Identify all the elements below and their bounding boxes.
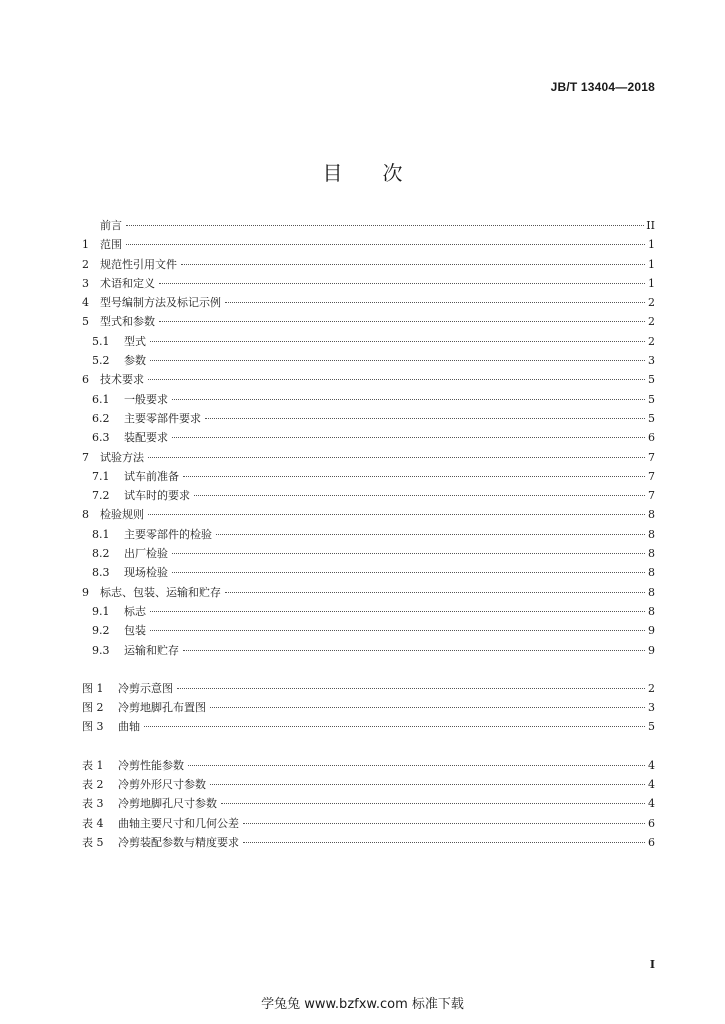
toc-entry-page: 2 <box>648 315 655 329</box>
toc-entry-page: 6 <box>648 816 655 830</box>
dot-leader <box>225 302 645 303</box>
toc-entry-page: 1 <box>648 257 655 271</box>
toc-entry-number: 7.1 <box>92 469 110 483</box>
toc-entry-number: 6.2 <box>92 411 110 425</box>
toc-entry-page: 1 <box>648 276 655 290</box>
toc-entry-number: 8.3 <box>92 566 110 580</box>
table-entry[interactable] <box>82 776 655 795</box>
toc-entry-page: 4 <box>648 778 655 792</box>
toc-entry-number: 6.3 <box>92 431 110 445</box>
toc-entry-number: 9 <box>82 585 89 599</box>
dot-leader <box>205 418 645 419</box>
dot-leader <box>126 244 645 245</box>
dot-leader <box>172 553 645 554</box>
toc-entry-number: 8.2 <box>92 547 110 561</box>
toc-entry-label: 包装 <box>124 624 146 638</box>
toc-entry-number: 5 <box>82 315 89 329</box>
toc-entry-label: 曲轴 <box>118 720 140 734</box>
toc-entry-number: 3 <box>82 276 89 290</box>
table-of-contents <box>82 217 655 853</box>
dot-leader <box>188 765 645 766</box>
toc-entry-number: 5.2 <box>92 354 110 368</box>
dot-leader <box>183 476 645 477</box>
toc-entry-number: 表 5 <box>82 835 104 849</box>
toc-entry-page: 3 <box>648 701 655 715</box>
toc-entry-number: 9.3 <box>92 643 110 657</box>
toc-entry-page: 7 <box>648 489 655 503</box>
toc-subentry[interactable] <box>82 642 655 661</box>
toc-entry-label: 冷剪地脚孔尺寸参数 <box>118 797 217 811</box>
toc-subentry[interactable] <box>82 352 655 371</box>
standard-code: JB/T 13404—2018 <box>550 80 655 94</box>
dot-leader <box>172 399 645 400</box>
toc-entry[interactable] <box>82 275 655 294</box>
toc-entry-page: 8 <box>648 604 655 618</box>
toc-entry-page: 9 <box>648 624 655 638</box>
toc-entry-label: 标志 <box>124 604 146 618</box>
toc-entry-page: 4 <box>648 797 655 811</box>
toc-entry-number: 7 <box>82 450 89 464</box>
toc-entry-label: 运输和贮存 <box>124 643 179 657</box>
dot-leader <box>216 534 645 535</box>
toc-entry-number: 8.1 <box>92 527 110 541</box>
toc-entry-number: 图 1 <box>82 681 104 695</box>
toc-entry-page: 8 <box>648 585 655 599</box>
toc-entry-label: 规范性引用文件 <box>100 257 177 271</box>
toc-entry[interactable] <box>82 449 655 468</box>
toc-entry-label: 试车前准备 <box>124 469 179 483</box>
toc-entry-label: 试验方法 <box>100 450 144 464</box>
toc-entry[interactable] <box>82 313 655 332</box>
toc-entry-label: 曲轴主要尺寸和几何公差 <box>118 816 239 830</box>
dot-leader <box>126 225 644 226</box>
table-entry[interactable] <box>82 815 655 834</box>
dot-leader <box>194 495 645 496</box>
toc-entry-label: 术语和定义 <box>100 276 155 290</box>
toc-entry-label: 装配要求 <box>124 431 168 445</box>
toc-entry-number: 表 2 <box>82 778 104 792</box>
dot-leader <box>210 784 645 785</box>
dot-leader <box>159 321 645 322</box>
toc-entry-label: 标志、包装、运输和贮存 <box>100 585 221 599</box>
toc-entry[interactable] <box>82 294 655 313</box>
toc-entry-number: 1 <box>82 238 89 252</box>
toc-entry[interactable] <box>82 217 655 236</box>
dot-leader <box>177 688 645 689</box>
toc-entry-label: 冷剪地脚孔布置图 <box>118 701 206 715</box>
toc-entry-number: 表 4 <box>82 816 104 830</box>
spacer <box>82 661 655 680</box>
toc-entry-page: 8 <box>648 547 655 561</box>
toc-entry-label: 技术要求 <box>100 373 144 387</box>
table-entry[interactable] <box>82 795 655 814</box>
dot-leader <box>150 611 645 612</box>
toc-subentry[interactable] <box>82 429 655 448</box>
toc-entry-label: 冷剪外形尺寸参数 <box>118 778 206 792</box>
toc-entry-label: 前言 <box>100 219 122 232</box>
table-entry[interactable] <box>82 834 655 853</box>
toc-subentry[interactable] <box>82 603 655 622</box>
toc-entry-label: 参数 <box>124 354 146 368</box>
dot-leader <box>159 283 645 284</box>
toc-entry-page: 8 <box>648 527 655 541</box>
toc-entry-label: 范围 <box>100 238 122 252</box>
dot-leader <box>172 437 645 438</box>
toc-entry-page: 5 <box>648 720 655 734</box>
toc-entry-label: 主要零部件的检验 <box>124 527 212 541</box>
toc-entry-page: 2 <box>648 296 655 310</box>
toc-entry-page: 4 <box>648 758 655 772</box>
toc-entry-label: 现场检验 <box>124 566 168 580</box>
toc-entry-number: 图 3 <box>82 720 104 734</box>
toc-entry-page: 3 <box>648 354 655 368</box>
footer-watermark: 学兔兔 www.bzfxw.com 标准下载 <box>261 997 464 1012</box>
toc-entry-label: 冷剪示意图 <box>118 681 173 695</box>
dot-leader <box>172 572 645 573</box>
toc-entry[interactable] <box>82 236 655 255</box>
figure-entry[interactable] <box>82 680 655 699</box>
toc-entry-number: 8 <box>82 508 89 522</box>
toc-entry-page: 2 <box>648 681 655 695</box>
dot-leader <box>148 457 645 458</box>
toc-entry[interactable] <box>82 584 655 603</box>
toc-entry-number: 4 <box>82 296 89 310</box>
toc-entry-label: 型式 <box>124 334 146 348</box>
toc-subentry[interactable] <box>82 391 655 410</box>
dot-leader <box>150 630 645 631</box>
dot-leader <box>148 379 645 380</box>
toc-entry-number: 图 2 <box>82 701 104 715</box>
dot-leader <box>150 341 645 342</box>
toc-entry-label: 主要零部件要求 <box>124 411 201 425</box>
toc-entry-label: 冷剪装配参数与精度要求 <box>118 835 239 849</box>
toc-subentry[interactable] <box>82 487 655 506</box>
dot-leader <box>183 650 645 651</box>
toc-entry-number: 6.1 <box>92 392 110 406</box>
toc-entry-label: 型式和参数 <box>100 315 155 329</box>
toc-entry-page: 6 <box>648 835 655 849</box>
toc-entry-page: II <box>646 219 655 232</box>
toc-entry-page: 5 <box>648 392 655 406</box>
toc-entry-number: 7.2 <box>92 489 110 503</box>
toc-subentry[interactable] <box>82 545 655 564</box>
toc-subentry[interactable] <box>82 468 655 487</box>
toc-entry-page: 7 <box>648 450 655 464</box>
dot-leader <box>243 842 645 843</box>
dot-leader <box>221 803 645 804</box>
toc-entry-page: 2 <box>648 334 655 348</box>
toc-entry-page: 5 <box>648 373 655 387</box>
toc-entry-page: 8 <box>648 508 655 522</box>
toc-entry-label: 出厂检验 <box>124 547 168 561</box>
dot-leader <box>243 823 645 824</box>
toc-entry-label: 一般要求 <box>124 392 168 406</box>
toc-entry[interactable] <box>82 371 655 390</box>
toc-entry[interactable] <box>82 256 655 275</box>
dot-leader <box>210 707 645 708</box>
toc-entry-page: 9 <box>648 643 655 657</box>
toc-entry-page: 8 <box>648 566 655 580</box>
toc-entry-number: 6 <box>82 373 89 387</box>
toc-entry-page: 6 <box>648 431 655 445</box>
figure-entry[interactable] <box>82 718 655 737</box>
toc-entry-label: 冷剪性能参数 <box>118 758 184 772</box>
toc-entry-page: 1 <box>648 238 655 252</box>
figure-entry[interactable] <box>82 699 655 718</box>
toc-entry-number: 5.1 <box>92 334 110 348</box>
toc-entry-label: 型号编制方法及标记示例 <box>100 296 221 310</box>
dot-leader <box>144 726 645 727</box>
toc-subentry[interactable] <box>82 564 655 583</box>
toc-entry-label: 试车时的要求 <box>124 489 190 503</box>
toc-entry-page: 7 <box>648 469 655 483</box>
toc-entry-number: 2 <box>82 257 89 271</box>
toc-entry-number: 表 3 <box>82 797 104 811</box>
dot-leader <box>225 592 645 593</box>
dot-leader <box>150 360 645 361</box>
table-entry[interactable] <box>82 757 655 776</box>
toc-entry-number: 9.2 <box>92 624 110 638</box>
toc-entry-label: 检验规则 <box>100 508 144 522</box>
dot-leader <box>148 514 645 515</box>
toc-entry-number: 表 1 <box>82 758 104 772</box>
toc-subentry[interactable] <box>82 333 655 352</box>
toc-entry-number: 9.1 <box>92 604 110 618</box>
page-title: 目次 <box>322 161 443 185</box>
spacer <box>82 738 655 757</box>
page-number: I <box>649 958 655 971</box>
dot-leader <box>181 264 645 265</box>
toc-subentry[interactable] <box>82 526 655 545</box>
toc-subentry[interactable] <box>82 622 655 641</box>
toc-entry-page: 5 <box>648 411 655 425</box>
toc-subentry[interactable] <box>82 410 655 429</box>
toc-entry[interactable] <box>82 506 655 525</box>
